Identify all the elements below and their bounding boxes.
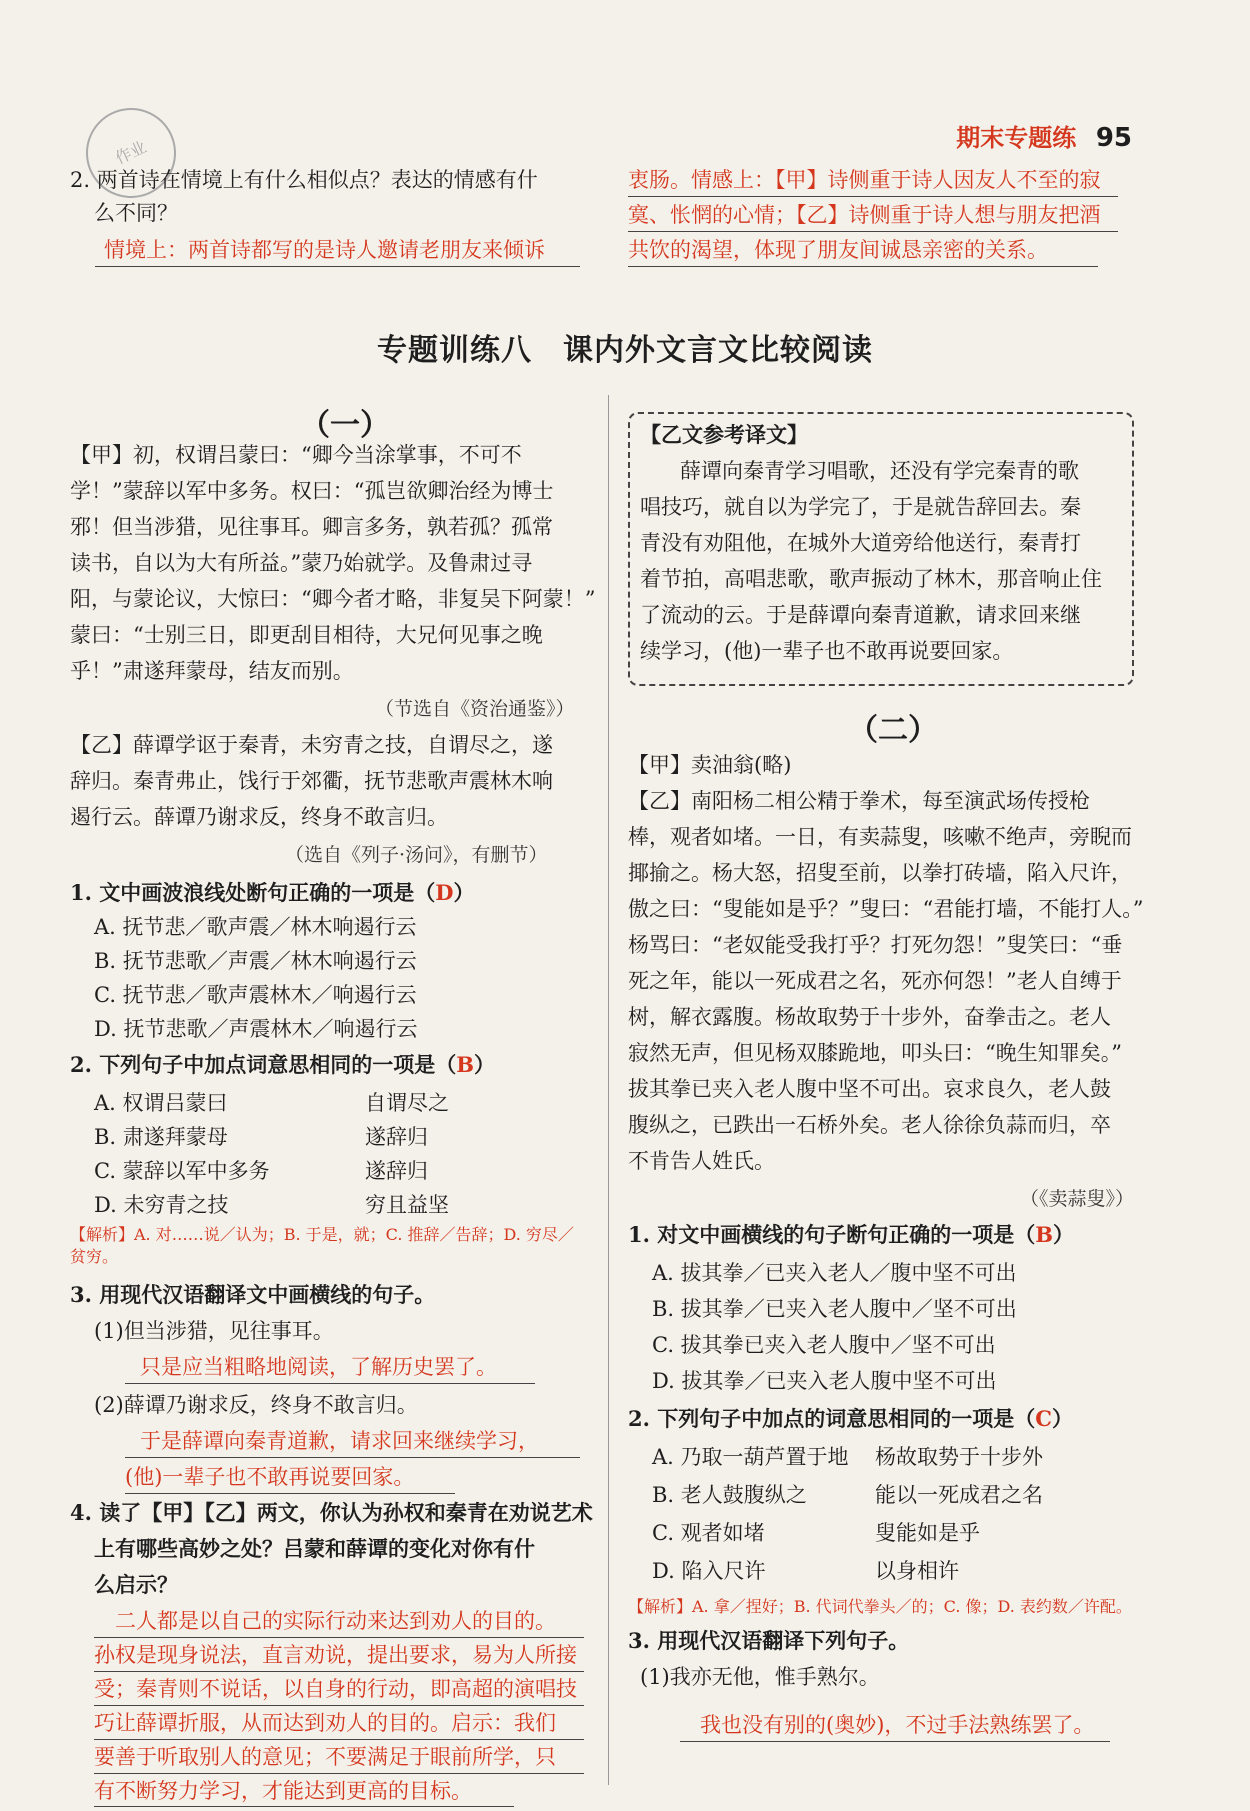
- option: C. 观者如堵: [652, 1521, 765, 1545]
- option-pair: 杨故取势于十步外: [875, 1445, 1043, 1469]
- option: A. 抚节悲／歌声震／林木响遏行云: [94, 915, 417, 939]
- yi-source: （选自《列子·汤问》，有删节）: [285, 844, 548, 866]
- option: D. 拔其拳／已夹入老人腹中坚不可出: [652, 1369, 997, 1393]
- translation-line: 唱技巧，就自以为学完了，于是就告辞回去。秦: [640, 495, 1081, 519]
- answer-underline: [125, 1493, 455, 1494]
- answer-underline: [94, 1806, 514, 1807]
- text-line: 阳，与蒙论议，大惊曰：“卿今者才略，非复吴下阿蒙！”: [70, 587, 596, 611]
- answer-underline: [94, 1671, 584, 1672]
- text-line: 死之年，能以一死成君之名，死亦何怨！”老人自缚于: [628, 969, 1122, 993]
- option: A. 拔其拳／已夹入老人／腹中坚不可出: [652, 1261, 1017, 1285]
- option-pair: 遂辞归: [365, 1125, 428, 1149]
- column-divider: [608, 395, 609, 1785]
- answer-underline: [680, 1741, 1110, 1742]
- option: B. 拔其拳／已夹入老人腹中／坚不可出: [652, 1297, 1017, 1321]
- section-label: 期末专题练: [956, 124, 1077, 152]
- text-line: 【乙】薛谭学讴于秦青，未穷青之技，自谓尽之，遂: [70, 733, 553, 757]
- top-answer-r1: 衷肠。情感上：【甲】诗侧重于诗人因友人不至的寂: [628, 168, 1101, 192]
- question-stem: 2. 下列句子中加点的词意思相同的一项是（: [628, 1406, 1036, 1431]
- answer-underline: [628, 266, 1098, 267]
- q3-answer: 于是薛谭向秦青道歉，请求回来继续学习，: [140, 1429, 539, 1453]
- text-line: 杨骂曰：“老奴能受我打乎？打死勿怨！”叟笑曰：“垂: [628, 933, 1123, 957]
- p1-q3-stem: 3. 用现代汉语翻译文中画横线的句子。: [70, 1282, 436, 1307]
- text-line: 拔其拳已夹入老人腹中坚不可出。哀求良久，老人鼓: [628, 1077, 1111, 1101]
- top-q2-line2: 么不同？: [94, 201, 178, 225]
- question-stem: 1. 文中画波浪线处断句正确的一项是（: [70, 880, 436, 905]
- answer-underline: [95, 266, 580, 267]
- answer-underline: [94, 1739, 584, 1740]
- q3-answer: 我也没有别的(奥妙)，不过手法熟练罢了。: [700, 1713, 1095, 1737]
- homework-stamp: 作业: [71, 93, 191, 213]
- text-line: 学！”蒙辞以军中多务。权曰：“孤岂欲卿治经为博士: [70, 479, 554, 503]
- text-line: 辞归。秦青弗止，饯行于郊衢，抚节悲歌声震林木响: [70, 769, 553, 793]
- option: B. 抚节悲歌／声震／林木响遏行云: [94, 949, 417, 973]
- part1-heading: （一）: [300, 408, 390, 443]
- page-title: 专题训练八 课内外文言文比较阅读: [377, 333, 873, 368]
- answer-underline: [628, 231, 1118, 232]
- question-stem: 2. 下列句子中加点词意思相同的一项是（: [70, 1052, 457, 1077]
- p1-analysis: 【解析】A. 对……说／认为；B. 于是，就；C. 推辞／告辞；D. 穷尽／: [70, 1225, 574, 1244]
- p1-analysis-cont: 贫穷。: [70, 1247, 119, 1266]
- option: D. 陷入尺许: [652, 1559, 766, 1583]
- text-line: 傲之曰：“叟能如是乎？”叟曰：“君能打墙，不能打人。”: [628, 897, 1144, 921]
- q3-answer: 只是应当粗略地阅读，了解历史罢了。: [140, 1355, 497, 1379]
- question-close: ）: [1051, 1406, 1073, 1431]
- option-pair: 穷且益坚: [365, 1193, 449, 1217]
- p2-analysis: 【解析】A. 拿／捏好；B. 代词代拳头／的；C. 像；D. 表约数／许配。: [628, 1597, 1132, 1616]
- answer-line: 巧让薛谭折服，从而达到劝人的目的。启示：我们: [94, 1711, 556, 1735]
- text-line: 【乙】南阳杨二相公精于拳术，每至演武场传授枪: [628, 789, 1090, 813]
- translation-line: 青没有劝阻他，在城外大道旁给他送行，秦青打: [640, 531, 1081, 555]
- option: A. 乃取一葫芦置于地: [652, 1445, 849, 1469]
- part2-heading: （二）: [848, 713, 938, 748]
- answer-underline: [125, 1383, 535, 1384]
- answer-letter: D: [435, 880, 454, 905]
- answer-underline: [94, 1637, 584, 1638]
- text-line: 寂然无声，但见杨双膝跪地，叩头曰：“晚生知罪矣。”: [628, 1041, 1122, 1065]
- top-answer-r2: 寞、怅惘的心情；【乙】诗侧重于诗人想与朋友把酒: [628, 203, 1101, 227]
- translation-title: 【乙文参考译文】: [640, 423, 808, 447]
- option: C. 拔其拳已夹入老人腹中／坚不可出: [652, 1333, 996, 1357]
- option-pair: 自谓尽之: [365, 1091, 449, 1115]
- question-close: ）: [473, 1052, 495, 1077]
- answer-underline: [628, 196, 1118, 197]
- option: B. 老人鼓腹纵之: [652, 1483, 807, 1507]
- answer-line: 二人都是以自己的实际行动来达到劝人的目的。: [115, 1609, 556, 1633]
- text-line: 树，解衣露腹。杨故取势于十步外，奋拳击之。老人: [628, 1005, 1111, 1029]
- option-pair: 能以一死成君之名: [875, 1483, 1043, 1507]
- p2-q1-stem: [628, 1220, 1074, 1250]
- part2-source: （《卖蒜叟》）: [1020, 1188, 1135, 1210]
- answer-underline: [125, 1457, 580, 1458]
- answer-line: 有不断努力学习，才能达到更高的目标。: [94, 1779, 472, 1803]
- text-line: 腹纵之，已跌出一石桥外矣。老人徐徐负蒜而归，卒: [628, 1113, 1111, 1137]
- text-line: 读书，自以为大有所益。”蒙乃始就学。及鲁肃过寻: [70, 551, 533, 575]
- answer-letter: C: [1035, 1406, 1052, 1431]
- p1-q4-stem2: 上有哪些高妙之处？吕蒙和薛谭的变化对你有什: [94, 1536, 535, 1561]
- answer-line: 孙权是现身说法，直言劝说，提出要求，易为人所接: [94, 1643, 577, 1667]
- text-line: 揶揄之。杨大怒，招叟至前，以拳打砖墙，陷入尺许，: [628, 861, 1132, 885]
- jia-source: （节选自《资治通鉴》）: [375, 698, 575, 720]
- option: C. 蒙辞以军中多务: [94, 1159, 270, 1183]
- option-pair: 以身相许: [875, 1559, 959, 1583]
- p1-q4-stem3: 么启示？: [94, 1572, 178, 1597]
- answer-line: 受；秦青则不说话，以自身的行动，即高超的演唱技: [94, 1677, 577, 1701]
- option-pair: 遂辞归: [365, 1159, 428, 1183]
- question-close: ）: [1052, 1222, 1074, 1247]
- page-number: 95: [1095, 123, 1132, 153]
- p2-q3-stem: 3. 用现代汉语翻译下列句子。: [628, 1628, 910, 1653]
- option: B. 肃遂拜蒙母: [94, 1125, 228, 1149]
- p1-q1-stem: [70, 878, 474, 908]
- top-answer-line1: 情境上：两首诗都写的是诗人邀请老朋友来倾诉: [104, 238, 545, 262]
- translation-line: 续学习，(他)一辈子也不敢再说要回家。: [640, 639, 1014, 663]
- text-line: 蒙曰：“士别三日，即更刮目相待，大兄何见事之晚: [70, 623, 543, 647]
- text-line: 棒，观者如堵。一日，有卖蒜叟，咳嗽不绝声，旁睨而: [628, 825, 1132, 849]
- top-answer-r3: 共饮的渴望，体现了朋友间诚恳亲密的关系。: [628, 238, 1048, 262]
- answer-letter: B: [456, 1052, 474, 1077]
- answer-underline: [94, 1705, 584, 1706]
- option: C. 抚节悲／歌声震林木／响遏行云: [94, 983, 417, 1007]
- q3-sentence: (1)但当涉猎，见往事耳。: [94, 1319, 334, 1343]
- page-header: [956, 118, 1132, 153]
- q3-sentence: (1)我亦无他，惟手熟尔。: [640, 1665, 880, 1689]
- part2-jia: 【甲】卖油翁(略): [628, 753, 792, 777]
- answer-line: 要善于听取别人的意见；不要满足于眼前所学，只: [94, 1745, 556, 1769]
- text-line: 【甲】初，权谓吕蒙曰：“卿今当涂掌事，不可不: [70, 443, 522, 467]
- question-stem: 1. 对文中画横线的句子断句正确的一项是（: [628, 1222, 1036, 1247]
- option: D. 未穷青之技: [94, 1193, 229, 1217]
- q3-answer: (他)一辈子也不敢再说要回家。: [125, 1465, 415, 1489]
- p1-q2-stem: [70, 1050, 495, 1080]
- answer-letter: B: [1035, 1222, 1053, 1247]
- p2-q2-stem: [628, 1404, 1073, 1434]
- option: D. 抚节悲歌／声震林木／响遏行云: [94, 1017, 418, 1041]
- text-line: 邪！但当涉猎，见往事耳。卿言多务，孰若孤？孤常: [70, 515, 553, 539]
- top-q2-line1: 2. 两首诗在情境上有什么相似点？表达的情感有什: [70, 168, 538, 192]
- answer-underline: [94, 1773, 584, 1774]
- text-line: 遏行云。薛谭乃谢求反，终身不敢言归。: [70, 805, 448, 829]
- p1-q4-stem1: 4. 读了【甲】【乙】两文，你认为孙权和秦青在劝说艺术: [70, 1500, 593, 1525]
- option: A. 权谓吕蒙曰: [94, 1091, 228, 1115]
- option-pair: 叟能如是乎: [875, 1521, 980, 1545]
- text-line: 乎！”肃遂拜蒙母，结友而别。: [70, 659, 354, 683]
- question-close: ）: [453, 880, 475, 905]
- text-line: 不肯告人姓氏。: [628, 1149, 775, 1173]
- translation-line: 薛谭向秦青学习唱歌，还没有学完秦青的歌: [680, 459, 1079, 483]
- translation-line: 了流动的云。于是薛谭向秦青道歉，请求回来继: [640, 603, 1081, 627]
- q3-sentence: (2)薛谭乃谢求反，终身不敢言归。: [94, 1393, 418, 1417]
- translation-line: 着节拍，高唱悲歌，歌声振动了林木，那音响止住: [640, 567, 1102, 591]
